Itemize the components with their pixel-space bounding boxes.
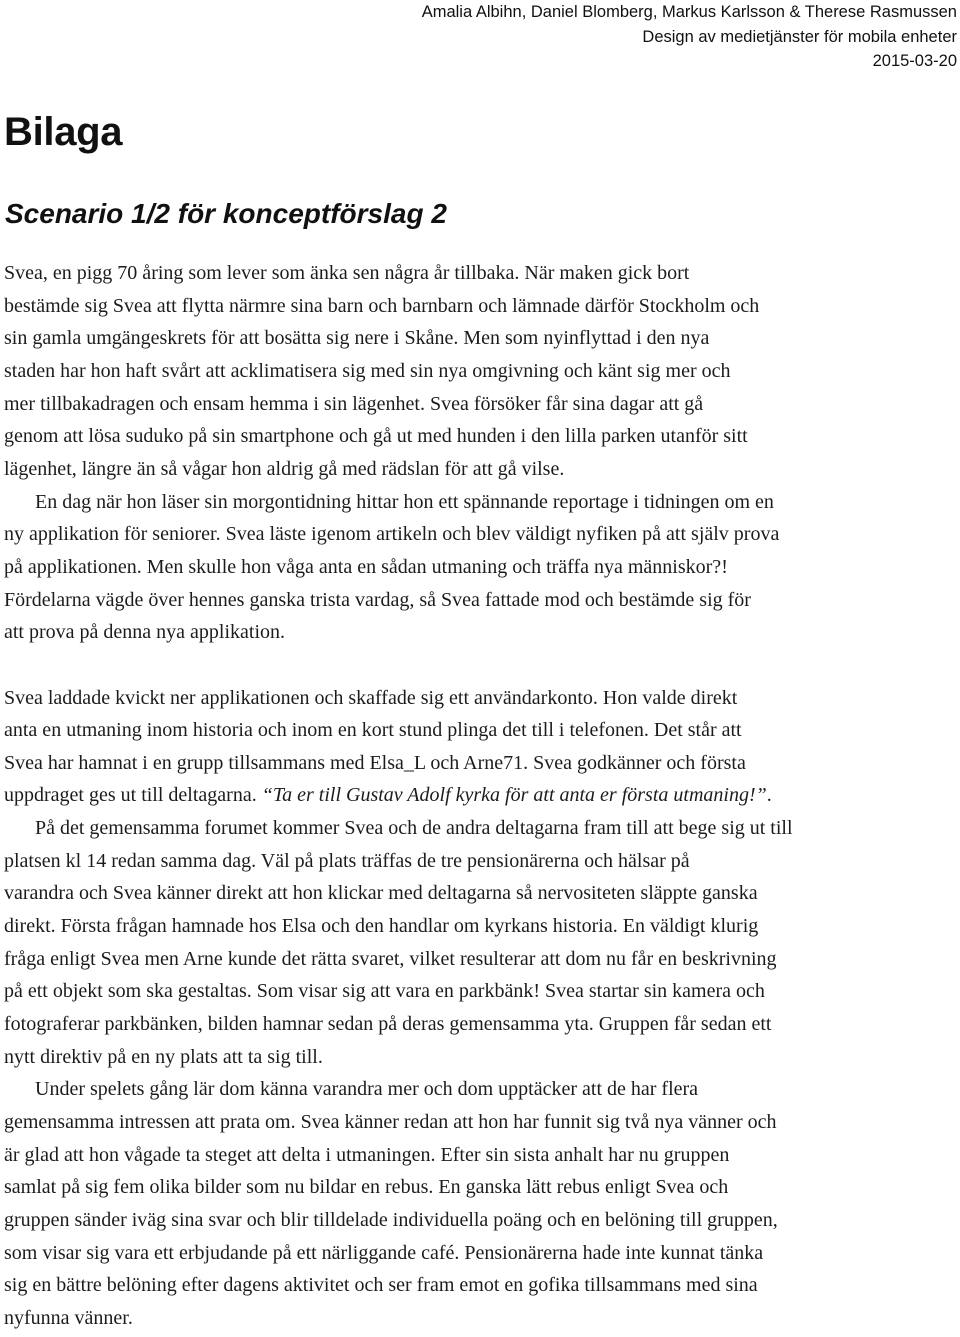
paragraph-1-line: sin gamla umgängeskrets för att bosätta sig nere i Skåne. Men som nyinflyttad i den nya: [4, 327, 710, 350]
header-date: 2015-03-20: [872, 52, 957, 70]
paragraph-1-line: genom att lösa suduko på sin smartphone och gå ut med hunden i den lilla parken utanför sitt: [4, 425, 748, 448]
paragraph-2-line: Fördelarna vägde över hennes ganska trista vardag, så Svea fattade mod och bestämde sig för: [4, 588, 751, 611]
paragraph-4-line: direkt. Första frågan hamnade hos Elsa och den handlar om kyrkans historia. En väldigt klurig: [4, 915, 759, 938]
paragraph-4-line: varandra och Svea känner direkt att hon klickar med deltagarna så nervositeten släppte ganska: [4, 882, 758, 905]
paragraph-2-line: att prova på denna nya applikation.: [4, 621, 286, 644]
paragraph-1-line: lägenhet, längre än så vågar hon aldrig gå med rädslan för att gå vilse.: [4, 457, 565, 480]
paragraph-spacer: [4, 649, 960, 682]
paragraph-4-line: På det gemensamma forumet kommer Svea och de andra deltagarna fram till att bege sig ut till: [35, 817, 793, 840]
paragraph-3-period: .: [766, 784, 772, 807]
paragraph-3-line: [4, 779, 960, 812]
paragraph-4-line: fråga enligt Svea men Arne kunde det rätta svaret, vilket resulterar att dom nu får en beskrivning: [4, 947, 777, 970]
paragraph-5-line: är glad att hon vågade ta steget att delta i utmaningen. Efter sin sista anhalt har nu gruppen: [4, 1143, 730, 1166]
paragraph-3-line: Svea laddade kvickt ner applikationen och skaffade sig ett användarkonto. Hon valde direkt: [4, 686, 738, 709]
paragraph-5-line: sig en bättre belöning efter dagens aktivitet och ser fram emot en gofika tillsammans med sina: [4, 1274, 758, 1297]
paragraph-4-line: nytt direktiv på en ny plats att ta sig till.: [4, 1045, 323, 1068]
page-title: Bilaga: [4, 110, 123, 154]
header-authors: Amalia Albihn, Daniel Blomberg, Markus Karlsson & Therese Rasmussen: [421, 3, 957, 21]
paragraph-3-line: Svea har hamnat i en grupp tillsammans med Elsa_L och Arne71. Svea godkänner och första: [4, 751, 746, 774]
scenario-subtitle: Scenario 1/2 för konceptförslag 2: [5, 198, 447, 229]
paragraph-5-line: Under spelets gång lär dom känna varandra mer och dom upptäcker att de har flera: [35, 1078, 699, 1101]
paragraph-5-line: nyfunna vänner.: [4, 1306, 133, 1329]
paragraph-5-line: gemensamma intressen att prata om. Svea känner redan att hon har funnit sig två nya vänner och: [4, 1111, 777, 1134]
paragraph-3-line: anta en utmaning inom historia och inom en kort stund plinga det till i telefonen. Det står att: [4, 719, 742, 742]
document-header: [422, 0, 957, 74]
paragraph-5-line: gruppen sänder iväg sina svar och blir tilldelade individuella poäng och en belöning till gruppen,: [4, 1209, 778, 1232]
paragraph-2-line: på applikationen. Men skulle hon våga anta en sådan utmaning och träffa nya människor?!: [4, 555, 728, 578]
header-course: Design av medietjänster för mobila enheter: [642, 27, 957, 46]
paragraph-1-line: mer tillbakadragen och ensam hemma i sin lägenhet. Svea försöker får sina dagar att gå: [4, 392, 704, 415]
paragraph-2-line: ny applikation för seniorer. Svea läste igenom artikeln och blev väldigt nyfiken på att själv prova: [4, 523, 780, 546]
paragraph-4-line: på ett objekt som ska gestaltas. Som visar sig att vara en parkbänk! Svea startar sin kamera och: [4, 980, 765, 1003]
challenge-quote: “Ta er till Gustav Adolf kyrka för att anta er första utmaning!”: [261, 784, 767, 807]
paragraph-3-text: uppdraget ges ut till deltagarna.: [4, 784, 262, 807]
paragraph-4-line: fotograferar parkbänken, bilden hamnar sedan på deras gemensamma yta. Gruppen får sedan ett: [4, 1013, 772, 1036]
paragraph-1-line: bestämde sig Svea att flytta närmre sina barn och barnbarn och lämnade därför Stockholm och: [4, 294, 760, 317]
paragraph-4-line: platsen kl 14 redan samma dag. Väl på plats träffas de tre pensionärerna och hälsar på: [4, 849, 690, 872]
document-body: [4, 257, 960, 1335]
paragraph-1-line: Svea, en pigg 70 åring som lever som änka sen några år tillbaka. När maken gick bort: [4, 262, 690, 284]
paragraph-5-line: samlat på sig fem olika bilder som nu bildar en rebus. En ganska lätt rebus enligt Svea och: [4, 1176, 729, 1199]
paragraph-5-line: som visar sig vara ett erbjudande på ett närliggande café. Pensionärerna hade inte kunnat tänka: [4, 1241, 764, 1264]
paragraph-2-line: En dag när hon läser sin morgontidning hittar hon ett spännande reportage i tidningen om en: [35, 490, 774, 513]
paragraph-1-line: staden har hon haft svårt att acklimatisera sig med sin nya omgivning och känt sig mer och: [4, 359, 731, 382]
